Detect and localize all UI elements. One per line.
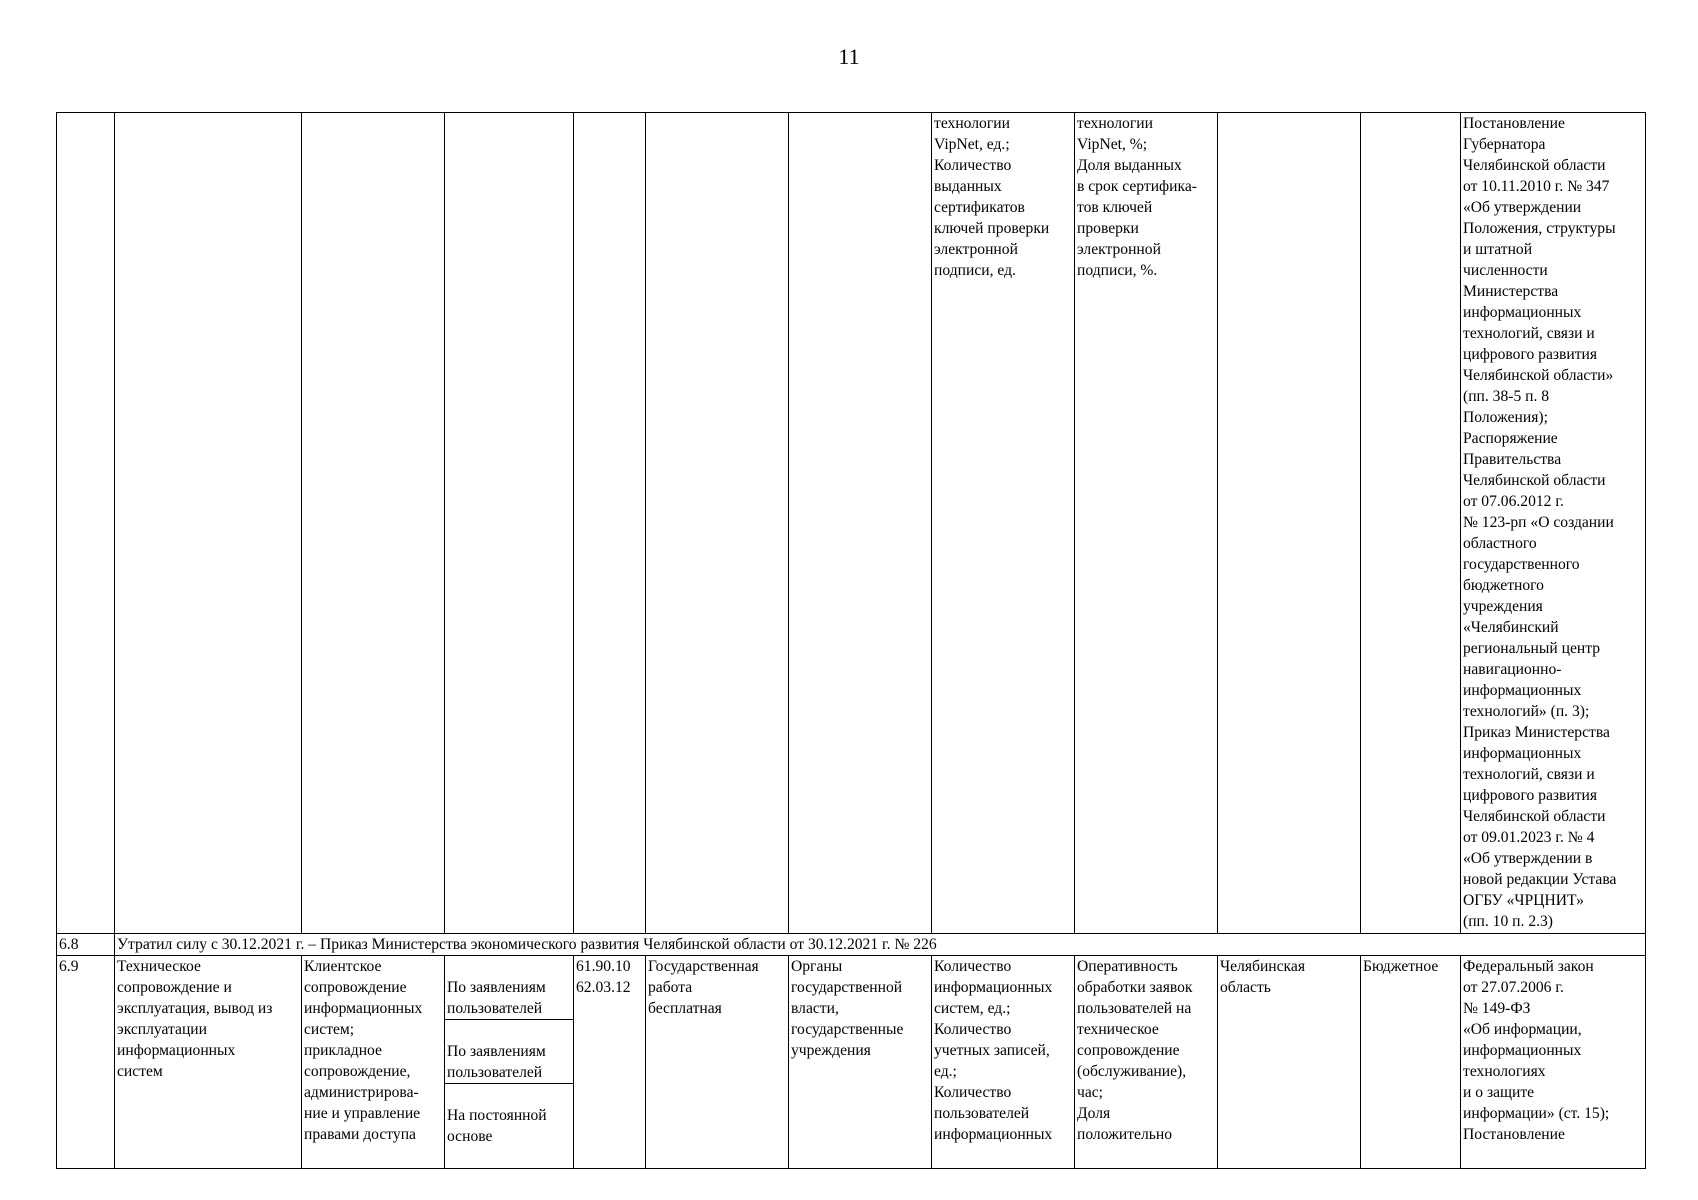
service-content-cell: Клиентское сопровождение информационных систем; прикладное сопровождение, администрирова- ние и управление правами доступа: [302, 956, 445, 1169]
table-cell: [115, 113, 302, 934]
quality-indicators-cell: Оперативность обработки заявок пользователей на техническое сопровождение (обслуживание), час; Доля положительно: [1075, 956, 1218, 1169]
consumers-cell: Органы государственной власти, государственные учреждения: [789, 956, 932, 1169]
service-name-cell: Техническое сопровождение и эксплуатация, вывод из эксплуатации информационных систем: [115, 956, 302, 1169]
territory-cell: Челябинская область: [1218, 956, 1361, 1169]
volume-indicators-cell: технологии VipNet, ед.; Количество выданных сертификатов ключей проверки электронной подписи, ед.: [932, 113, 1075, 934]
table-row-6-8: [57, 934, 1646, 956]
table-row-6-9: [57, 956, 1646, 1169]
row-number-cell: 6.9: [57, 956, 115, 1169]
condition-item: По заявлениям пользователей: [445, 977, 573, 1020]
legal-basis-cell: Постановление Губернатора Челябинской области от 10.11.2010 г. № 347 «Об утверждении Положения, структуры и штатной численности Министерства информационных технологий, связи и цифрового развития Челябинской области» (пп. 38-5 п. 8 Положения); Распоряжение Правительства Челябинской области от 07.06.2012 г. № 123-рп «О создании областного государственного бюджетного учреждения «Челябинский региональный центр навигационно- информационных технологий» (п. 3); Приказ Министерства информационных технологий, связи и цифрового развития Челябинской области от 09.01.2023 г. № 4 «Об утверждении в новой редакции Устава ОГБУ «ЧРЦНИТ» (пп. 10 п. 2.3): [1461, 113, 1646, 934]
condition-item: По заявлениям пользователей: [445, 1041, 573, 1084]
legal-basis-cell: Федеральный закон от 27.07.2006 г. № 149-ФЗ «Об информации, информационных технологиях и о защите информации» (ст. 15); Постановление: [1461, 956, 1646, 1169]
condition-item: На постоянной основе: [447, 1107, 547, 1145]
table-cell: [302, 113, 445, 934]
quality-indicators-cell: технологии VipNet, %; Доля выданных в срок сертифика- тов ключей проверки электронной подписи, %.: [1075, 113, 1218, 934]
work-type-cell: Государственная работа бесплатная: [646, 956, 789, 1169]
page-number: 11: [838, 44, 860, 69]
codes-cell: 61.90.10 62.03.12: [574, 956, 646, 1169]
table-cell: [445, 113, 574, 934]
table-row-continuation: [57, 113, 1646, 934]
services-registry-table: [56, 112, 1646, 1169]
table-cell: [574, 113, 646, 934]
table-cell: [1361, 113, 1461, 934]
table-cell: [646, 113, 789, 934]
repealed-note-cell: Утратил силу с 30.12.2021 г. – Приказ Министерства экономического развития Челябинской области от 30.12.2021 г. № 226: [115, 934, 1646, 956]
financing-cell: Бюджетное: [1361, 956, 1461, 1169]
table-cell: [1218, 113, 1361, 934]
volume-indicators-cell: Количество информационных систем, ед.; Количество учетных записей, ед.; Количество пользователей информационных: [932, 956, 1075, 1169]
row-number-cell: 6.8: [57, 934, 115, 956]
conditions-cell: [445, 956, 574, 1169]
table-cell: [789, 113, 932, 934]
table-cell: [57, 113, 115, 934]
